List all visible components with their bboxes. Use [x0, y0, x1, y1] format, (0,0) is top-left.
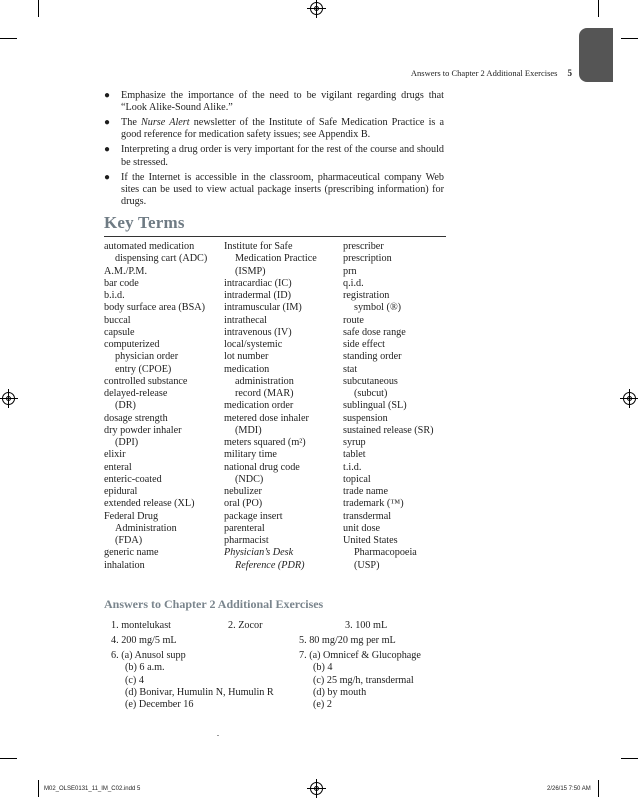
key-term: Institute for Safe — [224, 241, 293, 252]
key-term: buccal — [104, 314, 131, 326]
crop-mark — [0, 758, 17, 759]
key-term: (DR) — [115, 400, 136, 412]
bullet-icon: ● — [104, 90, 111, 101]
key-term: intravenous (IV) — [224, 326, 292, 338]
key-term: United States — [343, 535, 398, 546]
crop-mark — [621, 758, 638, 759]
answer-2: 2. Zocor — [228, 620, 263, 631]
answer-3: 3. 100 mL — [345, 620, 388, 631]
key-term: bar code — [104, 277, 139, 289]
key-term: transdermal — [343, 510, 392, 522]
answer-7 — [299, 650, 421, 711]
key-term: Reference (PDR) — [235, 559, 305, 571]
key-term: oral (PO) — [224, 498, 263, 510]
key-term: elixir — [104, 449, 126, 461]
key-term: body surface area (BSA) — [104, 302, 205, 314]
key-terms-column-2 — [224, 241, 317, 572]
key-term: (ISMP) — [235, 265, 266, 277]
key-term: trademark (™) — [343, 498, 404, 510]
key-term: entry (CPOE) — [115, 363, 172, 375]
key-term: prescriber — [343, 241, 384, 252]
answer-part: (e) 2 — [313, 699, 332, 711]
key-term: b.i.d. — [104, 290, 125, 301]
registration-mark-icon — [310, 782, 323, 795]
crop-mark — [598, 0, 599, 17]
key-term: subcutaneous — [343, 375, 398, 387]
key-term: national drug code — [224, 461, 300, 473]
key-term: Federal Drug — [104, 510, 159, 522]
key-term: trade name — [343, 486, 388, 497]
crop-mark — [598, 780, 599, 797]
key-term: metered dose inhaler — [224, 412, 309, 424]
key-term: (FDA) — [115, 535, 143, 546]
key-term: nebulizer — [224, 486, 262, 497]
key-term: Administration — [115, 522, 177, 534]
key-term: physician order — [115, 351, 179, 363]
key-term: topical — [343, 473, 371, 485]
key-term: epidural — [104, 486, 138, 497]
stray-mark — [217, 735, 219, 736]
answer-part: 7. (a) Omnicef & Glucophage — [299, 650, 421, 661]
page-number: 5 — [567, 68, 572, 78]
key-term: capsule — [104, 326, 135, 338]
key-term: administration — [235, 375, 294, 387]
bullet-icon: ● — [104, 144, 111, 156]
key-term: Medication Practice — [235, 253, 317, 265]
key-term: controlled substance — [104, 375, 188, 387]
key-term: dosage strength — [104, 412, 168, 424]
bullet-icon: ● — [104, 171, 111, 183]
key-term: q.i.d. — [343, 277, 364, 289]
chapter-tab — [579, 28, 613, 82]
key-term: (MDI) — [235, 424, 262, 436]
key-term: safe dose range — [343, 326, 406, 338]
key-term: generic name — [104, 547, 159, 559]
key-term: extended release (XL) — [104, 498, 195, 510]
key-term: A.M./P.M. — [104, 265, 148, 277]
answer-4: 4. 200 mg/5 mL — [111, 635, 177, 646]
key-terms-column-1 — [104, 241, 207, 572]
key-term: syrup — [343, 437, 366, 448]
key-term: package insert — [224, 510, 283, 522]
key-term: (NDC) — [235, 473, 264, 485]
list-item: ● Interpreting a drug order is very important for the rest of the course and should be stressed. — [104, 144, 444, 168]
key-term: intrathecal — [224, 314, 267, 326]
key-term: meters squared (m²) — [224, 437, 306, 448]
key-term: Physician’s Desk — [224, 547, 294, 559]
key-term: tablet — [343, 449, 366, 461]
answer-part: (b) 4 — [313, 662, 333, 674]
key-term: route — [343, 314, 364, 326]
key-term: intracardiac (IC) — [224, 277, 292, 289]
registration-mark-icon — [310, 2, 323, 15]
file-slug: M02_OLSE0131_11_IM_C02.indd 5 — [44, 786, 141, 792]
key-term: computerized — [104, 339, 160, 350]
answer-1: 1. montelukast — [111, 620, 171, 631]
key-term: (USP) — [354, 559, 380, 571]
key-term: automated medication — [104, 241, 195, 252]
bullet-icon: ● — [104, 117, 111, 129]
key-term: unit dose — [343, 522, 381, 534]
answer-5: 5. 80 mg/20 mg per mL — [299, 635, 396, 646]
key-term: (subcut) — [354, 388, 388, 399]
key-term: prescription — [343, 253, 392, 265]
date-slug: 2/26/15 7:50 AM — [547, 786, 591, 792]
key-term: inhalation — [104, 559, 145, 571]
key-term: medication order — [224, 400, 294, 412]
key-term: t.i.d. — [343, 461, 362, 473]
key-terms-column-3 — [343, 241, 434, 572]
key-term: suspension — [343, 412, 388, 424]
list-item: ● If the Internet is accessible in the classroom, pharmaceutical company Web sites can be used to view actual package inserts (prescribing information) for drugs. — [104, 171, 444, 208]
answer-part: (e) December 16 — [125, 699, 194, 711]
key-term: registration — [343, 290, 390, 301]
key-term: standing order — [343, 351, 402, 363]
key-term: prn — [343, 265, 357, 277]
key-term: stat — [343, 363, 358, 375]
key-term: pharmacist — [224, 535, 269, 546]
key-term: dry powder inhaler — [104, 424, 182, 436]
key-term: local/systemic — [224, 339, 283, 350]
crop-mark — [38, 0, 39, 17]
key-term: intradermal (ID) — [224, 290, 292, 301]
crop-mark — [38, 780, 39, 797]
answer-part: (d) Bonivar, Humulin N, Humulin R — [125, 686, 274, 698]
list-item: ● The Nurse Alert newsletter of the Institute of Safe Medication Practice is a good reference for medication safety issues; see Appendix B. — [104, 117, 444, 141]
teaching-tips-list — [104, 90, 444, 211]
heading-rule — [104, 236, 446, 237]
list-item: ● Emphasize the importance of the need to be vigilant regarding drugs that “Look Alike-Sound Alike.” — [104, 90, 444, 114]
key-term: medication — [224, 363, 270, 375]
key-term: Pharmacopoeia — [354, 547, 417, 559]
answer-part: (c) 4 — [125, 674, 144, 686]
key-term: enteric-coated — [104, 473, 162, 485]
running-title: Answers to Chapter 2 Additional Exercises — [410, 68, 558, 78]
answer-part: (d) by mouth — [313, 686, 367, 698]
crop-mark — [621, 38, 638, 39]
key-term: record (MAR) — [235, 388, 294, 399]
key-terms-heading: Key Terms — [104, 213, 185, 232]
key-term: enteral — [104, 461, 132, 473]
key-term: side effect — [343, 339, 385, 350]
answers-heading: Answers to Chapter 2 Additional Exercises — [104, 597, 324, 611]
crop-mark — [0, 38, 17, 39]
running-header — [380, 68, 572, 78]
key-term: sublingual (SL) — [343, 400, 407, 412]
key-term: sustained release (SR) — [343, 424, 434, 436]
key-term: military time — [224, 449, 277, 461]
key-term: symbol (®) — [354, 302, 402, 314]
key-term: parenteral — [224, 522, 265, 534]
answer-part: 6. (a) Anusol supp — [111, 650, 186, 661]
answer-part: (b) 6 a.m. — [125, 662, 165, 674]
registration-mark-icon — [2, 392, 15, 405]
key-term: lot number — [224, 351, 269, 363]
key-term: intramuscular (IM) — [224, 302, 302, 314]
registration-mark-icon — [623, 392, 636, 405]
answer-part: (c) 25 mg/h, transdermal — [313, 674, 414, 686]
key-term: (DPI) — [115, 437, 139, 448]
key-term: delayed-release — [104, 388, 168, 399]
key-term: dispensing cart (ADC) — [115, 253, 208, 265]
answer-6 — [111, 650, 274, 711]
